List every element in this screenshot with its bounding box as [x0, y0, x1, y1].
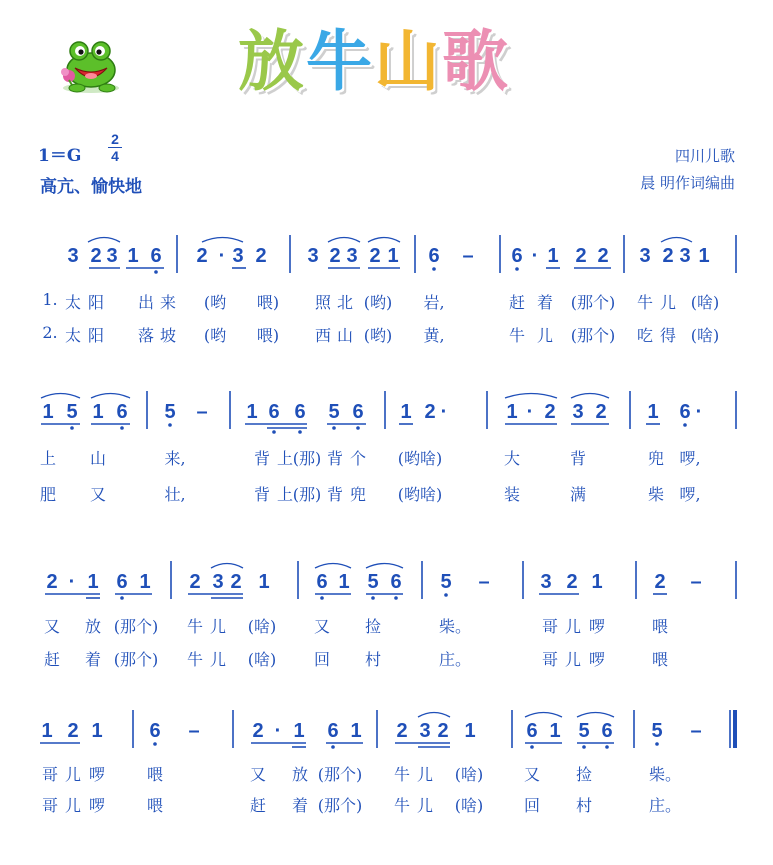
note: 2: [230, 571, 242, 593]
lyric-syllable: 来: [159, 293, 177, 312]
lyric-syllable: 赶: [508, 293, 526, 312]
note: 2: [575, 245, 587, 267]
note: 2: [196, 245, 208, 267]
lyric-syllable: (那个): [570, 326, 616, 345]
slur: [418, 713, 450, 718]
lyric-syllable: 落: [137, 326, 155, 345]
note: 6: [149, 720, 161, 742]
lyric-syllable: 太: [64, 326, 82, 345]
lyric-row: [0, 290, 773, 310]
lyric-syllable: 1.: [42, 290, 58, 309]
note: 3: [346, 245, 358, 267]
note: 1: [698, 245, 710, 267]
note: 5: [164, 401, 176, 423]
lyric-syllable: 喂: [146, 765, 164, 784]
low-octave-dot: [120, 426, 124, 430]
lyric-syllable: 吃: [636, 326, 654, 345]
lyric-syllable: (哟: [203, 326, 227, 345]
note: 6: [327, 720, 339, 742]
lyric-syllable: 柴。: [438, 617, 472, 636]
lyric-syllable: 岩,: [423, 293, 445, 312]
lyric-syllable: 背: [253, 449, 271, 468]
slur: [571, 394, 609, 399]
note: 1: [42, 401, 54, 423]
note: ·: [526, 401, 534, 423]
note: 2: [595, 401, 607, 423]
slur: [661, 238, 692, 243]
lyric-syllable: 啰: [588, 617, 606, 636]
lyric-syllable: 个: [349, 449, 367, 468]
lyric-syllable: 阳: [87, 326, 105, 345]
note: 3: [106, 245, 118, 267]
lyric-syllable: 又: [313, 617, 331, 636]
lyric-syllable: 儿: [209, 650, 227, 669]
lyric-syllable: 回: [523, 796, 541, 815]
lyric-syllable: 啰: [88, 796, 106, 815]
lyric-syllable: 牛: [393, 765, 411, 784]
lyric-syllable: 背: [253, 485, 271, 504]
lyric-syllable: 喂: [651, 617, 669, 636]
note: 2: [597, 245, 609, 267]
lyric-syllable: 哥: [41, 765, 59, 784]
lyric-syllable: 背: [326, 485, 344, 504]
lyric-row: [0, 482, 773, 502]
lyric-syllable: (啥): [690, 293, 720, 312]
lyric-syllable: 2.: [42, 323, 58, 342]
lyric-syllable: 上: [39, 449, 57, 468]
lyric-row: [0, 614, 773, 634]
lyric-syllable: 庄。: [648, 796, 682, 815]
note: ·: [695, 401, 703, 423]
lyric-syllable: 肥: [39, 485, 57, 504]
low-octave-dot: [331, 745, 335, 749]
lyric-syllable: 赶: [43, 650, 61, 669]
lyric-syllable: (那): [292, 485, 322, 504]
lyric-syllable: 黄,: [423, 326, 445, 345]
note: 3: [572, 401, 584, 423]
note: 3: [679, 245, 691, 267]
note: 1: [400, 401, 412, 423]
note: 5: [578, 720, 590, 742]
lyric-syllable: 太: [64, 293, 82, 312]
note: 6: [390, 571, 402, 593]
lyric-syllable: (哟): [363, 293, 393, 312]
note: ·: [68, 571, 76, 593]
lyric-syllable: 得: [659, 326, 677, 345]
low-octave-dot: [320, 596, 324, 600]
lyric-row: [0, 793, 773, 813]
note: 1: [87, 571, 99, 593]
lyric-syllable: 啰,: [679, 449, 701, 468]
note: 3: [307, 245, 319, 267]
note: 5: [440, 571, 452, 593]
slur: [505, 394, 557, 399]
note: 6: [268, 401, 280, 423]
title-char-4: 歌: [442, 23, 510, 100]
low-octave-dot: [683, 423, 687, 427]
lyric-syllable: 啰,: [679, 485, 701, 504]
note: 1: [41, 720, 53, 742]
note: 5: [66, 401, 78, 423]
slur: [366, 564, 403, 569]
lyric-syllable: 北: [336, 293, 354, 312]
note: –: [188, 720, 200, 742]
lyric-syllable: 壮,: [164, 485, 186, 504]
song-origin: 四川儿歌: [674, 147, 735, 165]
lyric-syllable: 放: [84, 617, 102, 636]
lyric-syllable: 村: [364, 650, 382, 669]
note: 6: [294, 401, 306, 423]
slur: [577, 713, 614, 718]
low-octave-dot: [655, 742, 659, 746]
note: 6: [116, 571, 128, 593]
note: ·: [440, 401, 448, 423]
note: 5: [328, 401, 340, 423]
lyric-syllable: 背: [569, 449, 587, 468]
note: 1: [647, 401, 659, 423]
note: 2: [189, 571, 201, 593]
lyric-syllable: (那个): [317, 796, 363, 815]
note: 3: [639, 245, 651, 267]
note: –: [478, 571, 490, 593]
lyric-syllable: 背: [326, 449, 344, 468]
lyric-syllable: 坡: [159, 326, 177, 345]
lyric-syllable: 照: [314, 293, 332, 312]
note: 2: [544, 401, 556, 423]
note: 6: [526, 720, 538, 742]
lyric-syllable: (哟啥): [397, 449, 443, 468]
title-char-3: 山: [374, 23, 442, 100]
note: 2: [396, 720, 408, 742]
low-octave-dot: [356, 426, 360, 430]
lyric-syllable: 回: [313, 650, 331, 669]
slur: [328, 238, 360, 243]
note: 2: [437, 720, 449, 742]
note: 2: [654, 571, 666, 593]
lyric-syllable: 儿: [536, 326, 554, 345]
note: 1: [350, 720, 362, 742]
slur: [41, 394, 80, 399]
slur: [368, 238, 400, 243]
note: 1: [91, 720, 103, 742]
lyric-syllable: (哟啥): [397, 485, 443, 504]
lyric-syllable: (啥): [690, 326, 720, 345]
note: 2: [329, 245, 341, 267]
note: 1: [549, 720, 561, 742]
lyric-syllable: 山: [336, 326, 354, 345]
lyric-syllable: 兜: [647, 449, 665, 468]
lyric-syllable: (啥): [247, 617, 277, 636]
low-octave-dot: [432, 267, 436, 271]
lyric-syllable: 装: [503, 485, 521, 504]
note: –: [462, 245, 474, 267]
note: 1: [506, 401, 518, 423]
note: 2: [252, 720, 264, 742]
lyric-row: [0, 446, 773, 466]
note: 6: [316, 571, 328, 593]
lyric-syllable: 喂: [146, 796, 164, 815]
low-octave-dot: [154, 270, 158, 274]
time-signature-bottom: 4: [111, 148, 119, 164]
lyric-syllable: 哥: [541, 650, 559, 669]
note: –: [690, 571, 702, 593]
low-octave-dot: [120, 596, 124, 600]
low-octave-dot: [582, 745, 586, 749]
lyric-syllable: (那个): [317, 765, 363, 784]
note: 2: [67, 720, 79, 742]
note: 1: [387, 245, 399, 267]
slur: [211, 564, 243, 569]
note: 3: [232, 245, 244, 267]
note: –: [196, 401, 208, 423]
note: 1: [92, 401, 104, 423]
low-octave-dot: [70, 426, 74, 430]
lyric-syllable: 上: [276, 485, 294, 504]
note: 3: [212, 571, 224, 593]
lyric-syllable: 喂): [256, 326, 280, 345]
lyric-syllable: (哟): [363, 326, 393, 345]
note: 6: [150, 245, 162, 267]
lyric-syllable: (啥): [247, 650, 277, 669]
lyric-syllable: 满: [569, 485, 587, 504]
note: 1: [338, 571, 350, 593]
low-octave-dot: [332, 426, 336, 430]
lyric-syllable: 柴。: [648, 765, 682, 784]
lyric-syllable: 放: [291, 765, 309, 784]
low-octave-dot: [530, 745, 534, 749]
note: 1: [591, 571, 603, 593]
lyric-syllable: 儿: [416, 765, 434, 784]
lyric-syllable: 儿: [564, 617, 582, 636]
note: 2: [255, 245, 267, 267]
lyric-syllable: 儿: [564, 650, 582, 669]
lyric-syllable: 大: [503, 449, 521, 468]
song-credit: 晨 明作词编曲: [640, 174, 735, 192]
note: ·: [531, 245, 539, 267]
lyric-syllable: (啥): [454, 765, 484, 784]
lyric-syllable: (那个): [570, 293, 616, 312]
lyric-syllable: 又: [89, 485, 107, 504]
lyric-row: [0, 762, 773, 782]
low-octave-dot: [605, 745, 609, 749]
lyric-syllable: 捡: [364, 617, 382, 636]
lyric-syllable: (那个): [113, 617, 159, 636]
low-octave-dot: [272, 430, 276, 434]
note: 3: [540, 571, 552, 593]
note: ·: [274, 720, 282, 742]
lyric-syllable: 上: [276, 449, 294, 468]
lyric-syllable: 着: [536, 293, 554, 312]
lyric-syllable: 捡: [575, 765, 593, 784]
note: 1: [464, 720, 476, 742]
title-char-2: 牛: [306, 23, 374, 100]
note: 6: [352, 401, 364, 423]
lyric-syllable: 儿: [64, 796, 82, 815]
slur: [525, 713, 562, 718]
lyric-syllable: 又: [43, 617, 61, 636]
lyric-syllable: 西: [314, 326, 332, 345]
lyric-syllable: (啥): [454, 796, 484, 815]
lyric-syllable: 山: [89, 449, 107, 468]
note: 2: [424, 401, 436, 423]
lyric-syllable: (那个): [113, 650, 159, 669]
lyric-row: [0, 323, 773, 343]
note: 6: [116, 401, 128, 423]
note: 1: [139, 571, 151, 593]
lyric-syllable: 村: [575, 796, 593, 815]
low-octave-dot: [371, 596, 375, 600]
note: 6: [679, 401, 691, 423]
low-octave-dot: [394, 596, 398, 600]
note: 1: [246, 401, 258, 423]
lyric-syllable: 牛: [393, 796, 411, 815]
lyric-syllable: (哟: [203, 293, 227, 312]
note: 3: [419, 720, 431, 742]
lyric-syllable: 来,: [164, 449, 186, 468]
note: –: [690, 720, 702, 742]
title-char-1: 放: [238, 23, 306, 100]
key-signature: 1＝G: [38, 146, 82, 166]
lyric-syllable: 又: [523, 765, 541, 784]
note: 6: [601, 720, 613, 742]
note: 6: [428, 245, 440, 267]
lyric-syllable: 儿: [416, 796, 434, 815]
lyric-syllable: 庄。: [438, 650, 472, 669]
lyric-syllable: 着: [291, 796, 309, 815]
low-octave-dot: [153, 742, 157, 746]
low-octave-dot: [515, 267, 519, 271]
lyric-syllable: 兜: [349, 485, 367, 504]
lyric-syllable: 着: [84, 650, 102, 669]
lyric-syllable: 儿: [659, 293, 677, 312]
note: 2: [90, 245, 102, 267]
slur: [202, 238, 243, 243]
lyric-syllable: 牛: [508, 326, 526, 345]
tempo-marking: 高亢、愉快地: [40, 177, 142, 196]
lyric-syllable: 儿: [209, 617, 227, 636]
lyric-syllable: 又: [249, 765, 267, 784]
lyric-syllable: 啰: [588, 650, 606, 669]
lyric-syllable: 阳: [87, 293, 105, 312]
lyric-syllable: 儿: [64, 765, 82, 784]
lyric-syllable: 牛: [186, 617, 204, 636]
note: 5: [367, 571, 379, 593]
low-octave-dot: [168, 423, 172, 427]
lyric-syllable: 啰: [88, 765, 106, 784]
lyric-syllable: 哥: [541, 617, 559, 636]
note: 1: [258, 571, 270, 593]
note: 2: [566, 571, 578, 593]
lyric-syllable: 牛: [186, 650, 204, 669]
note: 1: [547, 245, 559, 267]
lyric-syllable: 哥: [41, 796, 59, 815]
note: 1: [293, 720, 305, 742]
low-octave-dot: [298, 430, 302, 434]
lyric-syllable: 喂: [651, 650, 669, 669]
note: 2: [46, 571, 58, 593]
lyric-syllable: 喂): [256, 293, 280, 312]
note: 3: [67, 245, 79, 267]
lyric-row: [0, 647, 773, 667]
lyric-syllable: 牛: [636, 293, 654, 312]
lyric-syllable: 柴: [647, 485, 665, 504]
time-signature-top: 2: [111, 131, 119, 147]
lyric-syllable: 出: [137, 293, 155, 312]
lyric-syllable: 赶: [249, 796, 267, 815]
final-barline-thick: [733, 710, 737, 748]
lyric-syllable: (那): [292, 449, 322, 468]
note: 1: [127, 245, 139, 267]
note: 6: [511, 245, 523, 267]
note: ·: [218, 245, 226, 267]
slur: [88, 238, 120, 243]
note: 2: [369, 245, 381, 267]
note: 5: [651, 720, 663, 742]
low-octave-dot: [444, 593, 448, 597]
slur: [91, 394, 130, 399]
slur: [315, 564, 351, 569]
note: 2: [662, 245, 674, 267]
